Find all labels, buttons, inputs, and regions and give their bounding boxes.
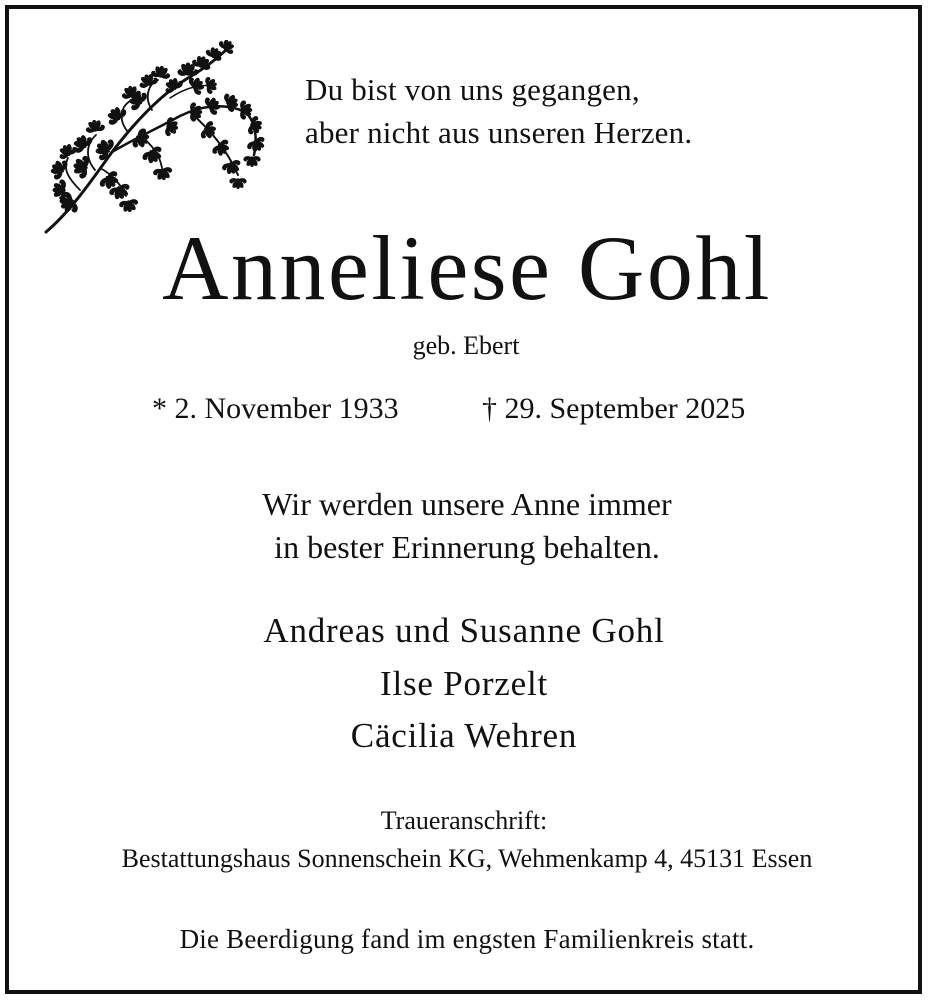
leaf-branch-icon	[40, 40, 265, 240]
deceased-name: Anneliese Gohl	[162, 217, 772, 319]
address-label: Traueranschrift:	[380, 806, 548, 835]
mourner-name: Ilse Porzelt	[379, 664, 549, 703]
memory-line-2: in bester Erinnerung behalten.	[274, 529, 660, 565]
memory-line-1: Wir werden unsere Anne immer	[262, 486, 672, 522]
death-date: † 29. September 2025	[482, 392, 746, 425]
mourner-name: Cäcilia Wehren	[350, 716, 578, 755]
mourner-name: Andreas und Susanne Gohl	[263, 611, 665, 650]
mourning-address: Bestattungshaus Sonnenschein KG, Wehmenkamp 4, 45131 Essen	[121, 844, 813, 873]
birth-date: * 2. November 1933	[152, 392, 399, 425]
maiden-name: geb. Ebert	[412, 331, 520, 360]
quote-line-2: aber nicht aus unseren Herzen.	[305, 115, 693, 150]
quote-line-1: Du bist von uns gegangen,	[305, 72, 640, 107]
funeral-note: Die Beerdigung fand im engsten Familienkreis statt.	[179, 924, 755, 954]
